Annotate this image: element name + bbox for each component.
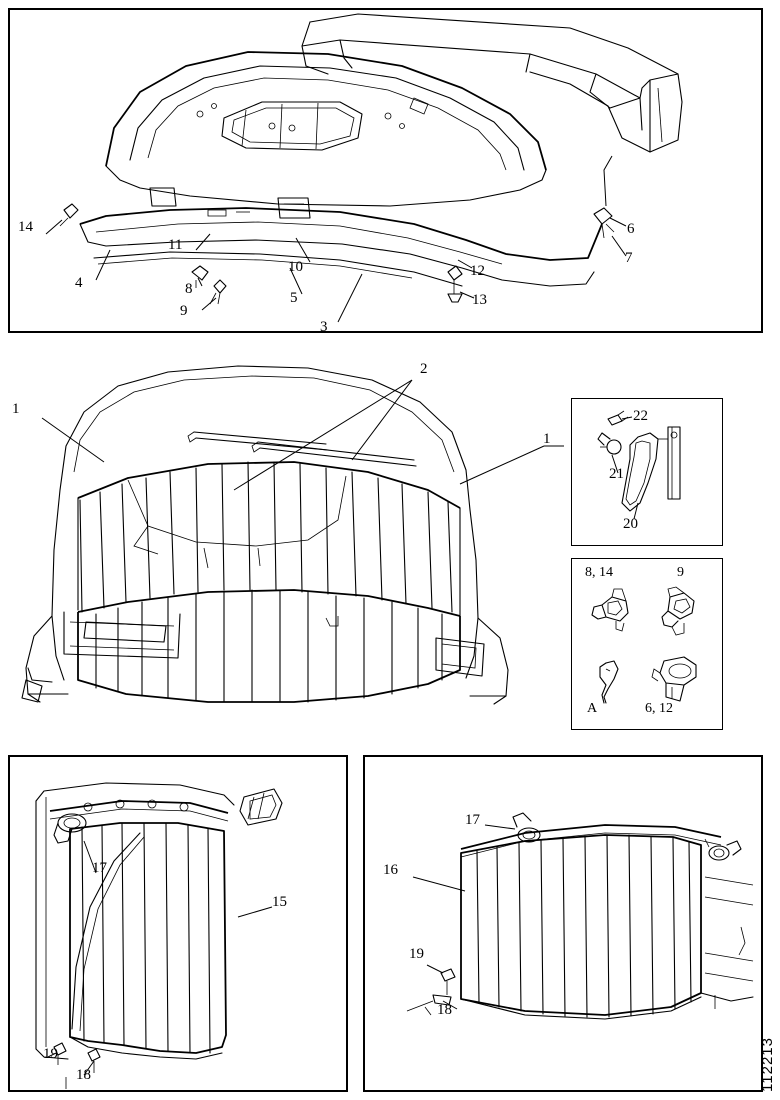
rear-curtain-art [365,757,761,1090]
drawing-number: 112213 [759,1037,776,1092]
callout-10: 10 [288,259,303,275]
roof-assembly-art [10,10,761,331]
callout-19-left: 19 [43,1046,58,1062]
callout-2: 2 [420,361,428,377]
callout-3: 3 [320,319,328,335]
hardware-label-6-12: 6, 12 [645,701,673,716]
callout-14: 14 [18,219,33,235]
callout-5: 5 [290,290,298,306]
callout-22: 22 [633,408,648,424]
callout-19-right: 19 [409,946,424,962]
hardware-label-a: A [587,701,598,716]
callout-8: 8 [185,281,193,297]
callout-6: 6 [627,221,635,237]
cab-curtain-art [8,350,563,730]
callout-1-right: 1 [543,431,551,447]
rear-curtain-panel [363,755,763,1092]
callout-12: 12 [470,263,485,279]
callout-4: 4 [75,275,83,291]
callout-1-left: 1 [12,401,20,417]
callout-15: 15 [272,894,287,910]
hardware-label-9: 9 [677,565,684,580]
roof-assembly-panel [8,8,763,333]
callout-18-right: 18 [437,1002,452,1018]
callout-17-right: 17 [465,812,480,828]
callout-7: 7 [625,250,633,266]
callout-20: 20 [623,516,638,532]
callout-18-left: 18 [76,1067,91,1083]
callout-21: 21 [609,466,624,482]
hardware-parts-detail-panel [571,558,723,730]
callout-11: 11 [168,237,183,253]
cab-curtain-overview-panel [8,350,563,730]
callout-17-left: 17 [92,860,107,876]
side-curtain-art [10,757,346,1090]
hardware-label-8-14: 8, 14 [585,565,613,580]
side-curtain-panel [8,755,348,1092]
callout-13: 13 [472,292,487,308]
callout-16: 16 [383,862,398,878]
curtain-bracket-detail-panel [571,398,723,546]
callout-9: 9 [180,303,188,319]
